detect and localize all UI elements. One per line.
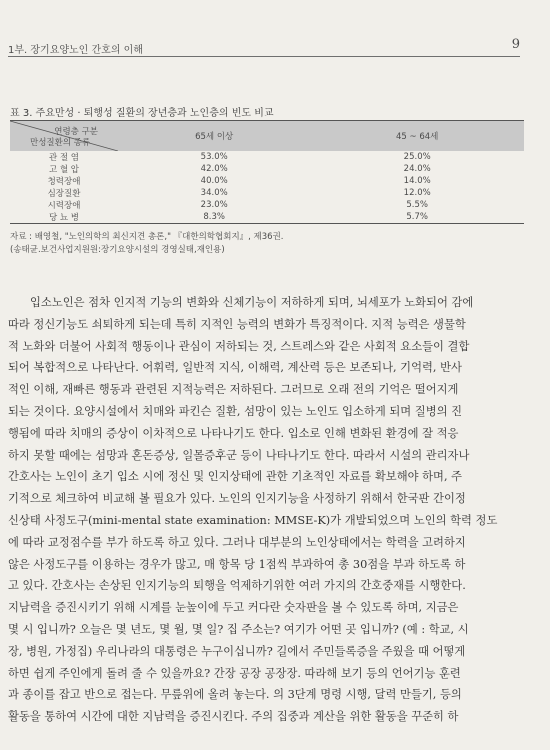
body-paragraph (8, 292, 524, 728)
text-line: 하지 못할 때에는 섬망과 혼돈증상, 일몰증후군 등이 나타나기도 한다. 따라서 시설의 관리자나 (8, 448, 470, 462)
table-corner-cell (10, 121, 118, 152)
text-line: 고 있다. 간호사는 손상된 인지기능의 퇴행을 억제하기위한 여러 가지의 간호중재를 시행한다. (8, 579, 466, 593)
table-header-row (10, 121, 524, 152)
cell-value: 5.7% (310, 211, 524, 224)
text-line: 적인 이해, 재빠른 행동과 관련된 지적능력은 저하된다. 그러므로 오래 전의 기억은 떨어지게 (8, 383, 459, 397)
text-line: 에 따라 교정점수를 부가 하도록 하고 있다. 그러나 대부분의 노인상태에서는 학력을 고려하지 (8, 535, 466, 549)
text-line: 않은 사정도구를 이용하는 경우가 많고, 매 항목 당 1점씩 부과하여 총 30점을 부과 하도록 하 (8, 557, 466, 571)
cell-value: 40.0% (200, 176, 228, 186)
running-header (8, 38, 520, 57)
table-row (10, 175, 524, 187)
text-line: 입소노인은 점차 인지적 기능의 변화와 신체기능이 저하하게 되며, 뇌세포가 노화되어 감에 (30, 296, 474, 309)
cell-value: 8.3% (118, 211, 310, 224)
corner-top-label: 연령층 구분 (54, 127, 98, 137)
column-header: 45 ~ 64세 (310, 121, 524, 152)
cell-value: 23.0% (200, 200, 228, 210)
text-line: 신상태 사정도구(mini-mental state examination: MMSE-K)가 개발되었으며 노인의 학력 정도 (8, 513, 498, 527)
cell-value: 5.5% (406, 200, 428, 210)
source-line: (송태균.보건사업지원원:장기요양시설의 경영실태,재인용) (10, 245, 225, 255)
source-line: 자료 : 배영철, "노인의학의 최신지견 총론," 『대한의학협회지』, 제36권. (10, 232, 284, 242)
running-title: 1부. 장기요양노인 간호의 이해 (8, 45, 143, 56)
cell-value: 53.0% (200, 152, 228, 162)
text-line: 하면 쉽게 주인에게 돌려 줄 수 있을까요? 간장 공장 공장장. 따라해 보기 등의 언어기능 훈련 (8, 666, 461, 680)
text-line: 지남력을 증진시키기 위해 시계를 눈높이에 두고 커다란 숫자판을 볼 수 있도록 하며, 지금은 (8, 601, 459, 615)
text-line: 활동을 통하여 시간에 대한 지남력을 증진시킨다. 주의 집중과 계산을 위한 활동을 꾸준히 하 (8, 710, 459, 724)
table-row (10, 187, 524, 199)
text-line: 과 종이를 잡고 반으로 접는다. 무릎위에 올려 놓는다. 의 3단계 명령 시행, 달력 만들기, 등의 (8, 688, 462, 702)
text-line: 기적으로 체크하여 비교해 볼 필요가 있다. 노인의 인지기능을 사정하기 위해서 한국판 간이정 (8, 492, 466, 506)
column-header: 65세 이상 (118, 121, 310, 152)
row-label: 관 절 염 (48, 153, 80, 163)
cell-value: 12.0% (403, 188, 431, 198)
frequency-table (10, 120, 524, 224)
text-line: 장, 병원, 가정집) 우리나라의 대통령은 누구이십니까? 길에서 주민들록증을 주웠을 때 어떻게 (8, 644, 466, 658)
text-line: 간호사는 노인이 초기 입소 시에 정신 및 인지상태에 관한 기초적인 자료를 확보해야 하며, 주 (8, 470, 463, 484)
row-label: 청력장애 (47, 177, 81, 187)
table-row (10, 163, 524, 175)
text-line: 되는 것이다. 요양시설에서 치매와 파킨슨 질환, 섬망이 있는 노인도 입소하게 되며 질병의 진 (8, 404, 463, 418)
cell-value: 42.0% (200, 164, 228, 174)
text-line: 되어 복합적으로 나타난다. 어휘력, 일반적 지식, 이해력, 계산력 등은 보존되나, 기억력, 반사 (8, 361, 462, 375)
text-line: 따라 정신기능도 쇠퇴하게 되는데 특히 지적인 능력의 변화가 특징적이다. 지적 능력은 생물학 (8, 317, 466, 331)
text-line: 적 노화와 더불어 사회적 행동이나 관심이 저하되는 것, 스트레스와 같은 사회적 요소들이 결합 (8, 339, 470, 353)
cell-value: 14.0% (403, 176, 431, 186)
row-label: 당 뇨 병 (10, 211, 118, 224)
text-line: 몇 시 입니까? 오늘은 몇 년도, 몇 월, 몇 일? 집 주소는? 여기가 어떤 곳 입니까? (예 : 학교, 시 (8, 622, 469, 636)
table-row (10, 199, 524, 211)
cell-value: 25.0% (403, 152, 431, 162)
row-label: 고 혈 압 (48, 165, 80, 175)
table-row (10, 211, 524, 224)
page-number: 9 (511, 37, 520, 52)
corner-bottom-label: 만성질환의 종류 (30, 138, 91, 148)
table-title: 표 3. 주요만성 · 퇴행성 질환의 장년층과 노인층의 빈도 비교 (10, 108, 274, 119)
table-row (10, 151, 524, 163)
cell-value: 34.0% (200, 188, 228, 198)
row-label: 심장질환 (47, 189, 81, 199)
table-source-note (10, 231, 284, 257)
text-line: 행됨에 따라 치매의 증상이 이차적으로 나타나기도 한다. 입소로 인해 변화된 환경에 잘 적응 (8, 426, 459, 440)
cell-value: 24.0% (403, 164, 431, 174)
row-label: 시력장애 (47, 201, 81, 211)
